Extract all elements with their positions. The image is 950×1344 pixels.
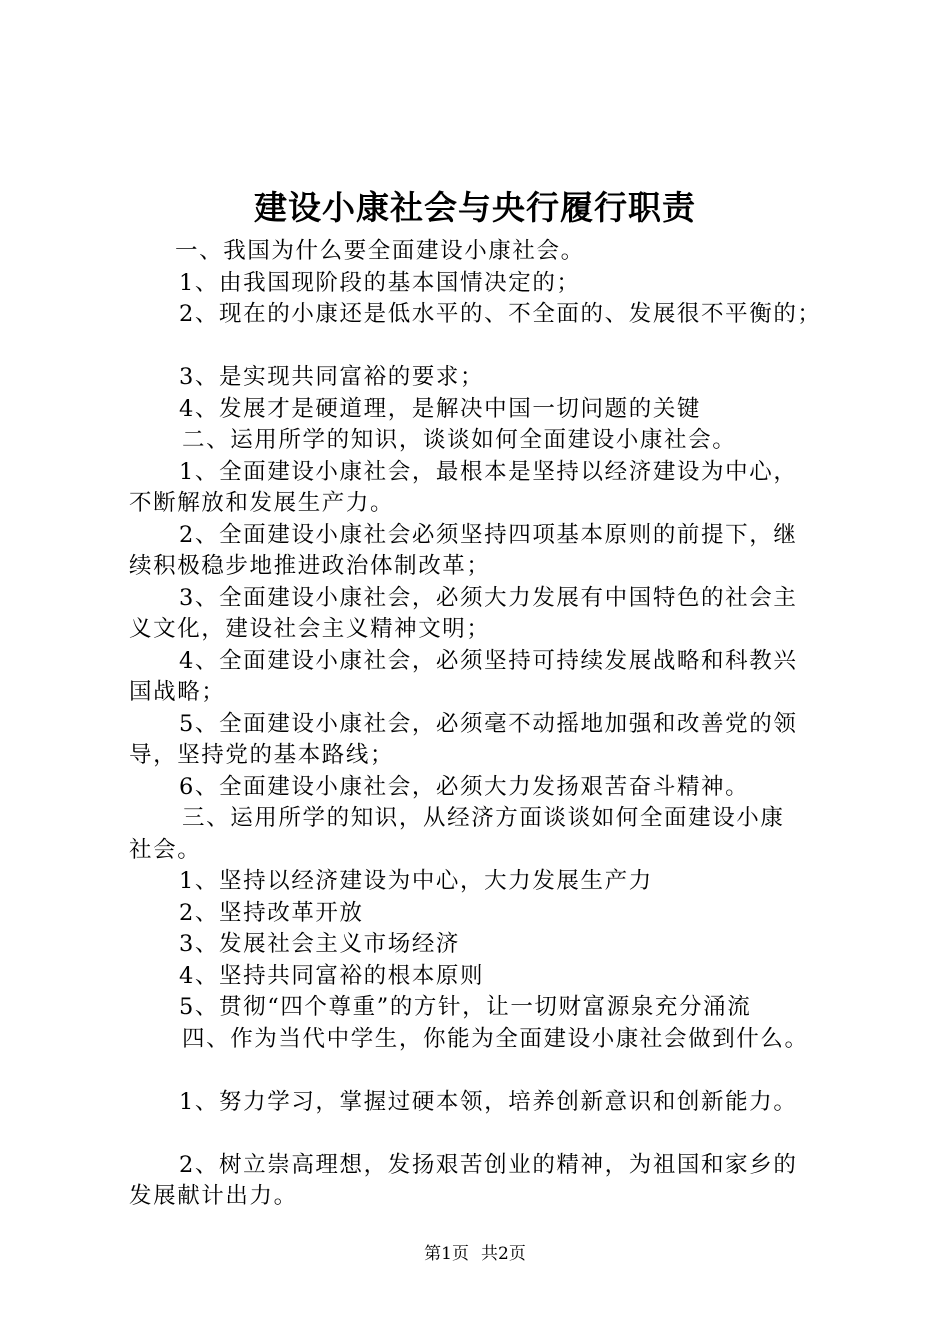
list-item-continuation: 发展献计出力。 bbox=[129, 1183, 298, 1209]
list-item: 4、全面建设小康社会，必须坚持可持续发展战略和科教兴 bbox=[179, 647, 798, 674]
list-item: 3、发展社会主义市场经济 bbox=[179, 931, 461, 957]
blank-line bbox=[129, 331, 849, 363]
list-item: 5、全面建设小康社会，必须毫不动摇地加强和改善党的领 bbox=[179, 710, 798, 737]
list-item: 5、贯彻“四个尊重”的方针，让一切财富源泉充分涌流 bbox=[179, 994, 752, 1020]
list-item: 1、坚持以经济建设为中心，大力发展生产力 bbox=[179, 868, 653, 894]
section-heading-1: 一、我国为什么要全面建设小康社会。 bbox=[175, 238, 585, 264]
list-item: 3、是实现共同富裕的要求； bbox=[179, 364, 485, 390]
section-heading-2: 二、运用所学的知识，谈谈如何全面建设小康社会。 bbox=[182, 427, 737, 453]
list-item: 4、坚持共同富裕的根本原则 bbox=[179, 962, 485, 989]
list-item-continuation: 义文化，建设社会主义精神文明； bbox=[129, 616, 491, 642]
document-body bbox=[129, 236, 849, 1213]
page-number: 第1页 bbox=[424, 1244, 469, 1264]
list-item: 1、由我国现阶段的基本国情决定的； bbox=[179, 269, 581, 296]
section-heading-continuation: 社会。 bbox=[129, 836, 202, 863]
document-title: 建设小康社会与央行履行职责 bbox=[254, 188, 696, 227]
blank-line bbox=[129, 1055, 849, 1087]
list-item: 2、树立崇高理想，发扬艰苦创业的精神，为祖国和家乡的 bbox=[179, 1151, 798, 1178]
section-heading-4: 四、作为当代中学生，你能为全面建设小康社会做到什么。 bbox=[182, 1025, 809, 1052]
list-item: 4、发展才是硬道理，是解决中国一切问题的关键 bbox=[179, 395, 702, 422]
list-item: 1、努力学习，掌握过硬本领，培养创新意识和创新能力。 bbox=[179, 1088, 798, 1115]
list-item: 2、全面建设小康社会必须坚持四项基本原则的前提下，继 bbox=[179, 521, 798, 548]
list-item: 3、全面建设小康社会，必须大力发展有中国特色的社会主 bbox=[179, 584, 798, 611]
list-item: 2、坚持改革开放 bbox=[179, 899, 364, 926]
section-heading-3: 三、运用所学的知识，从经济方面谈谈如何全面建设小康 bbox=[182, 805, 785, 831]
list-item: 1、全面建设小康社会，最根本是坚持以经济建设为中心， bbox=[179, 458, 798, 485]
list-item: 6、全面建设小康社会，必须大力发扬艰苦奋斗精神。 bbox=[179, 773, 750, 800]
page-footer bbox=[0, 1243, 950, 1265]
list-item-continuation: 不断解放和发展生产力。 bbox=[129, 490, 395, 516]
list-item-continuation: 国战略； bbox=[129, 679, 226, 705]
page-total: 共2页 bbox=[481, 1244, 526, 1264]
list-item: 2、现在的小康还是低水平的、不全面的、发展很不平衡的； bbox=[179, 301, 822, 327]
blank-line bbox=[129, 1118, 849, 1150]
list-item-continuation: 续积极稳步地推进政治体制改革； bbox=[129, 553, 491, 579]
list-item-continuation: 导，坚持党的基本路线； bbox=[129, 742, 395, 768]
